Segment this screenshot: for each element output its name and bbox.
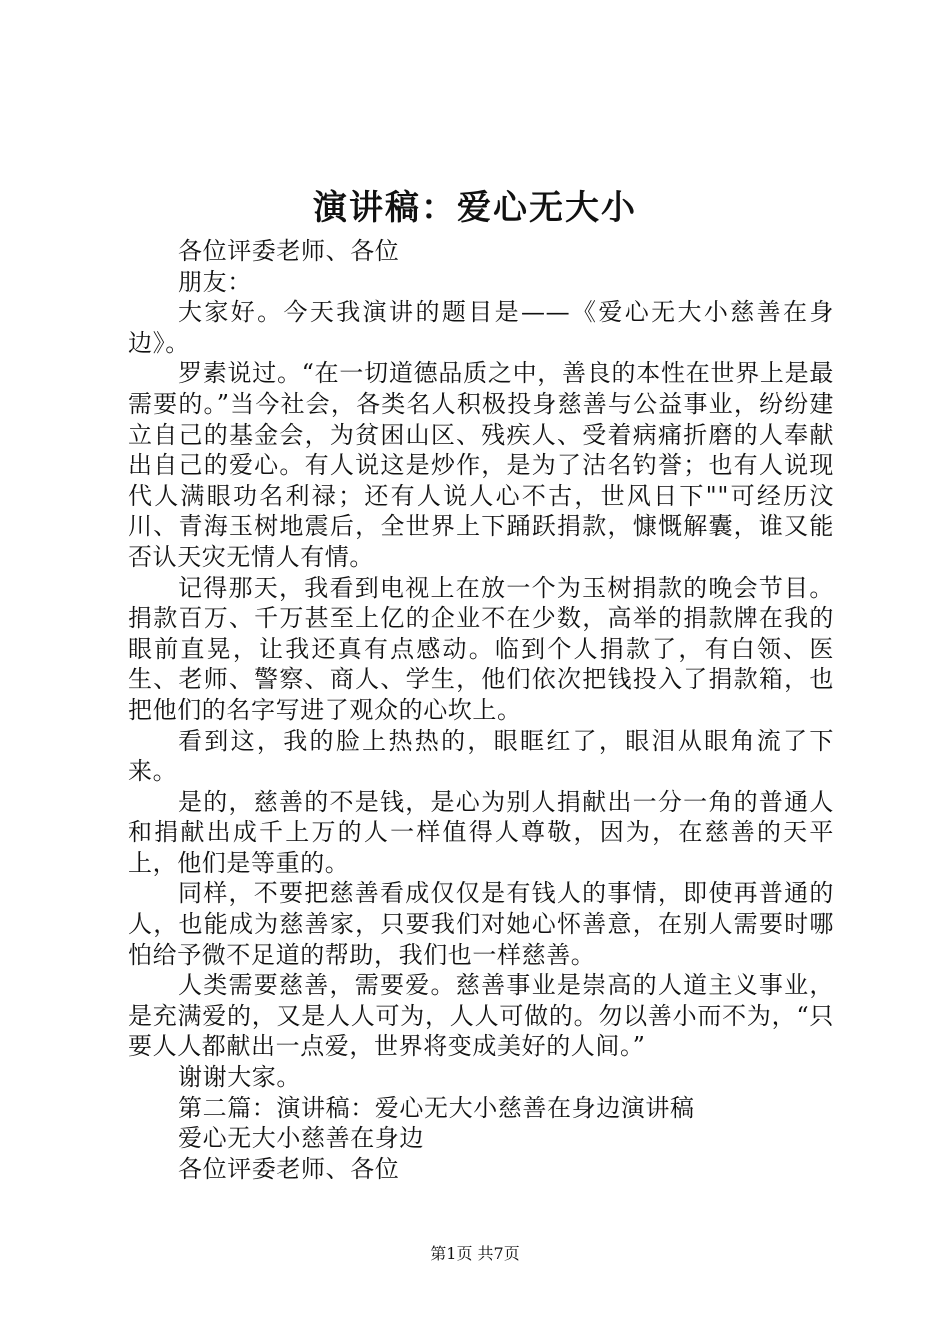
paragraph-thanks: 谢谢大家。 xyxy=(178,1063,301,1092)
paragraph-salutation: 各位评委老师、各位 xyxy=(178,237,400,265)
paragraph-ordinary-people: 同样，不要把慈善看成仅仅是有钱人的事情，即使再普通的人，也能成为慈善家，只要我们对她心怀善意，在别人需要时哪怕给予微不足道的帮助，我们也一样慈善。 xyxy=(128,879,834,969)
paragraph-salutation-cont: 朋友： xyxy=(178,267,252,296)
paragraph-second-subtitle: 爱心无大小慈善在身边 xyxy=(178,1124,424,1153)
paragraph-greeting: 大家好。今天我演讲的题目是——《爱心无大小慈善在身边》。 xyxy=(128,298,834,357)
page-footer: 第1页 共7页 xyxy=(430,1244,520,1263)
paragraph-humanity: 人类需要慈善，需要爱。慈善事业是崇高的人道主义事业，是充满爱的，又是人人可为，人人可做的。勿以善小而不为，“只要人人都献出一点爱，世界将变成美好的人间。” xyxy=(128,971,834,1061)
document-body xyxy=(128,236,834,1184)
paragraph-not-money: 是的，慈善的不是钱，是心为别人捐献出一分一角的普通人和捐献出成千上万的人一样值得人尊敬，因为，在慈善的天平上，他们是等重的。 xyxy=(128,787,834,877)
paragraph-russell: 罗素说过。“在一切道德品质之中，善良的本性在世界上是最需要的。”当今社会，各类名人积极投身慈善与公益事业，纷纷建立自己的基金会，为贫困山区、残疾人、受着病痛折磨的人奉献出自己的爱心。有人说这是炒作，是为了沽名钓誉；也有人说现代人满眼功名利禄；还有人说人心不古，世风日下""可经历汶川、青海玉树地震后，全世界上下踊跃捐款，慷慨解囊，谁又能否认天灾无情人有情。 xyxy=(128,359,834,571)
paragraph-tears: 看到这，我的脸上热热的，眼眶红了，眼泪从眼角流了下来。 xyxy=(128,726,834,786)
paragraph-second-salutation: 各位评委老师、各位 xyxy=(178,1154,400,1183)
paragraph-second-title: 第二篇：演讲稿：爱心无大小慈善在身边演讲稿 xyxy=(178,1093,695,1122)
paragraph-tv-broadcast: 记得那天，我看到电视上在放一个为玉树捐款的晚会节目。捐款百万、千万甚至上亿的企业不在少数，高举的捐款牌在我的眼前直晃，让我还真有点感动。临到个人捐款了，有白领、医生、老师、警察、商人、学生，他们依次把钱投入了捐款箱，也把他们的名字写进了观众的心坎上。 xyxy=(128,573,834,724)
document-title: 演讲稿：爱心无大小 xyxy=(313,188,637,228)
